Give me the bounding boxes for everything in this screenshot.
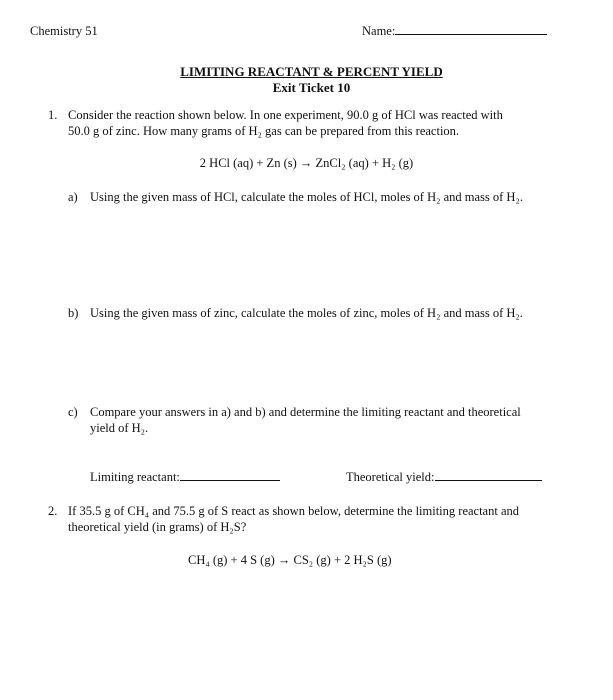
q1a-text: Using the given mass of HCl, calculate the moles of HCl, moles of H₂ and mass of H₂.	[90, 190, 523, 204]
q1c-label: c)	[68, 405, 78, 419]
limiting-reactant-blank[interactable]	[180, 469, 280, 481]
limiting-reactant-field	[90, 469, 280, 485]
theoretical-yield-blank[interactable]	[435, 469, 542, 481]
q1b-text: Using the given mass of zinc, calculate the moles of zinc, moles of H₂ and mass of H₂.	[90, 306, 523, 320]
q1b-label: b)	[68, 306, 79, 320]
course-label: Chemistry 51	[30, 24, 98, 38]
q1-number: 1.	[48, 108, 58, 122]
theoretical-yield-field	[346, 469, 542, 485]
worksheet-title: LIMITING REACTANT & PERCENT YIELD	[180, 64, 443, 79]
q1-text-line1: Consider the reaction shown below. In one experiment, 90.0 g of HCl was reacted with	[68, 108, 503, 122]
q1c-text-line1: Compare your answers in a) and b) and determine the limiting reactant and theoretical	[90, 405, 521, 419]
q2-number: 2.	[48, 504, 58, 518]
q2-text-line1: If 35.5 g of CH₄ and 75.5 g of S react as shown below, determine the limiting reactant and	[68, 504, 520, 518]
theoretical-yield-label: Theoretical yield:	[346, 470, 435, 484]
limiting-reactant-label: Limiting reactant:	[90, 470, 180, 484]
q2-equation: CH₄ (g) + 4 S (g) → CS₂ (g) + 2 H₂S (g)	[188, 553, 392, 567]
q1c-text-line2: yield of H₂.	[90, 421, 149, 435]
q2-text-line2: theoretical yield (in grams) of H₂S?	[68, 520, 247, 534]
q1a-label: a)	[68, 190, 78, 204]
name-field	[362, 23, 547, 39]
name-blank[interactable]	[395, 23, 547, 35]
name-label: Name:	[362, 24, 396, 38]
q1-equation: 2 HCl (aq) + Zn (s) → ZnCl₂ (aq) + H₂ (g)	[199, 156, 414, 170]
worksheet-subtitle: Exit Ticket 10	[272, 80, 351, 95]
q1-text-line2: 50.0 g of zinc. How many grams of H₂ gas can be prepared from this reaction.	[68, 124, 460, 138]
